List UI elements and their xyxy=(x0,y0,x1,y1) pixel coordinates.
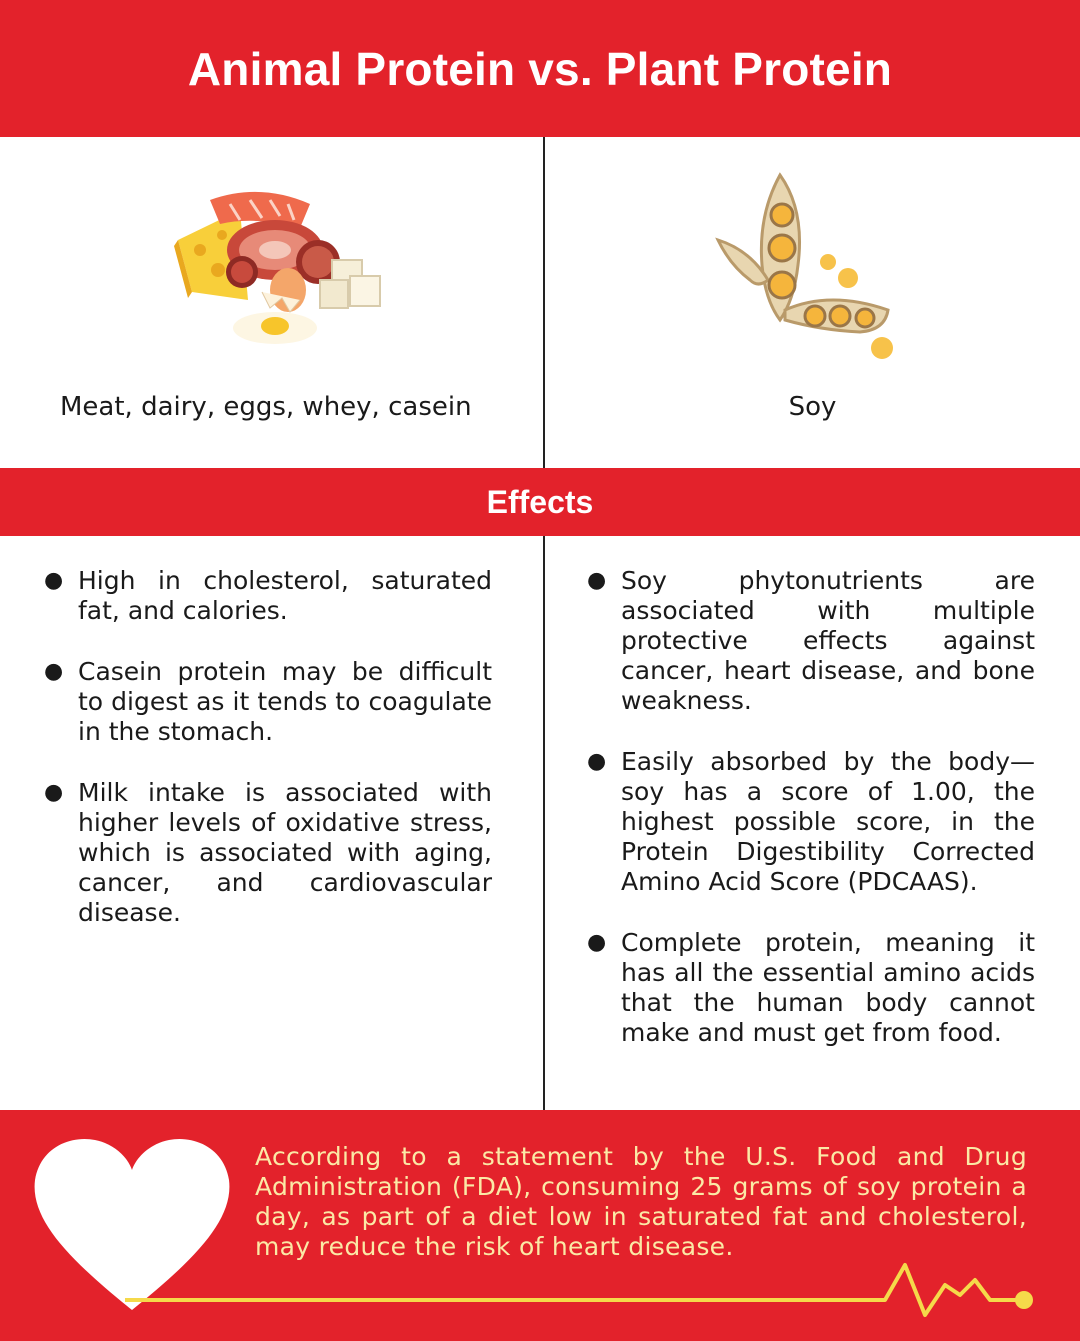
animal-effects-column xyxy=(40,566,492,959)
heart-icon xyxy=(35,1139,230,1310)
list-item xyxy=(40,657,492,747)
bullet-icon: ● xyxy=(587,749,607,774)
list-item xyxy=(583,566,1035,716)
effects-title: Effects xyxy=(486,483,594,520)
effects-banner xyxy=(0,468,1080,536)
animal-protein-sources: Meat, dairy, eggs, whey, casein xyxy=(60,392,472,422)
list-item xyxy=(40,566,492,626)
plant-effects-column xyxy=(583,566,1035,1079)
effect-text: High in cholesterol, saturated fat, and calories. xyxy=(78,566,492,625)
plant-effects-list xyxy=(583,566,1035,1048)
list-item xyxy=(583,928,1035,1048)
column-divider xyxy=(543,536,545,1110)
soybean-pod-icon xyxy=(710,170,900,365)
animal-protein-food-icon xyxy=(170,180,390,360)
plant-protein-sources: Soy xyxy=(788,392,837,422)
heartbeat-line-icon xyxy=(125,1265,1033,1315)
effect-text: Milk intake is associated with higher levels of oxidative stress, which is associated with aging, cancer, and cardiovascular disease. xyxy=(78,778,492,927)
title-banner xyxy=(0,0,1080,137)
effect-text: Easily absorbed by the body—soy has a score of 1.00, the highest possible score, in the Protein Digestibility Corrected Amino Acid Score (PDCAAS). xyxy=(621,747,1035,896)
bullet-icon: ● xyxy=(587,930,607,955)
page-title: Animal Protein vs. Plant Protein xyxy=(187,42,893,95)
effect-text: Casein protein may be difficult to digest as it tends to coagulate in the stomach. xyxy=(78,657,492,746)
effect-text: Soy phytonutrients are associated with multiple protective effects against cancer, heart disease, and bone weakness. xyxy=(621,566,1035,715)
bullet-icon: ● xyxy=(44,659,64,684)
bullet-icon: ● xyxy=(44,780,64,805)
effect-text: Complete protein, meaning it has all the essential amino acids that the human body cannot make and must get from food. xyxy=(621,928,1035,1047)
fda-statement: According to a statement by the U.S. Food and Drug Administration (FDA), consuming 25 grams of soy protein a day, as part of a diet low in saturated fat and cholesterol, may reduce the risk of heart disease. xyxy=(255,1142,1027,1261)
list-item xyxy=(40,778,492,928)
bullet-icon: ● xyxy=(44,568,64,593)
animal-effects-list xyxy=(40,566,492,928)
list-item xyxy=(583,747,1035,897)
bullet-icon: ● xyxy=(587,568,607,593)
